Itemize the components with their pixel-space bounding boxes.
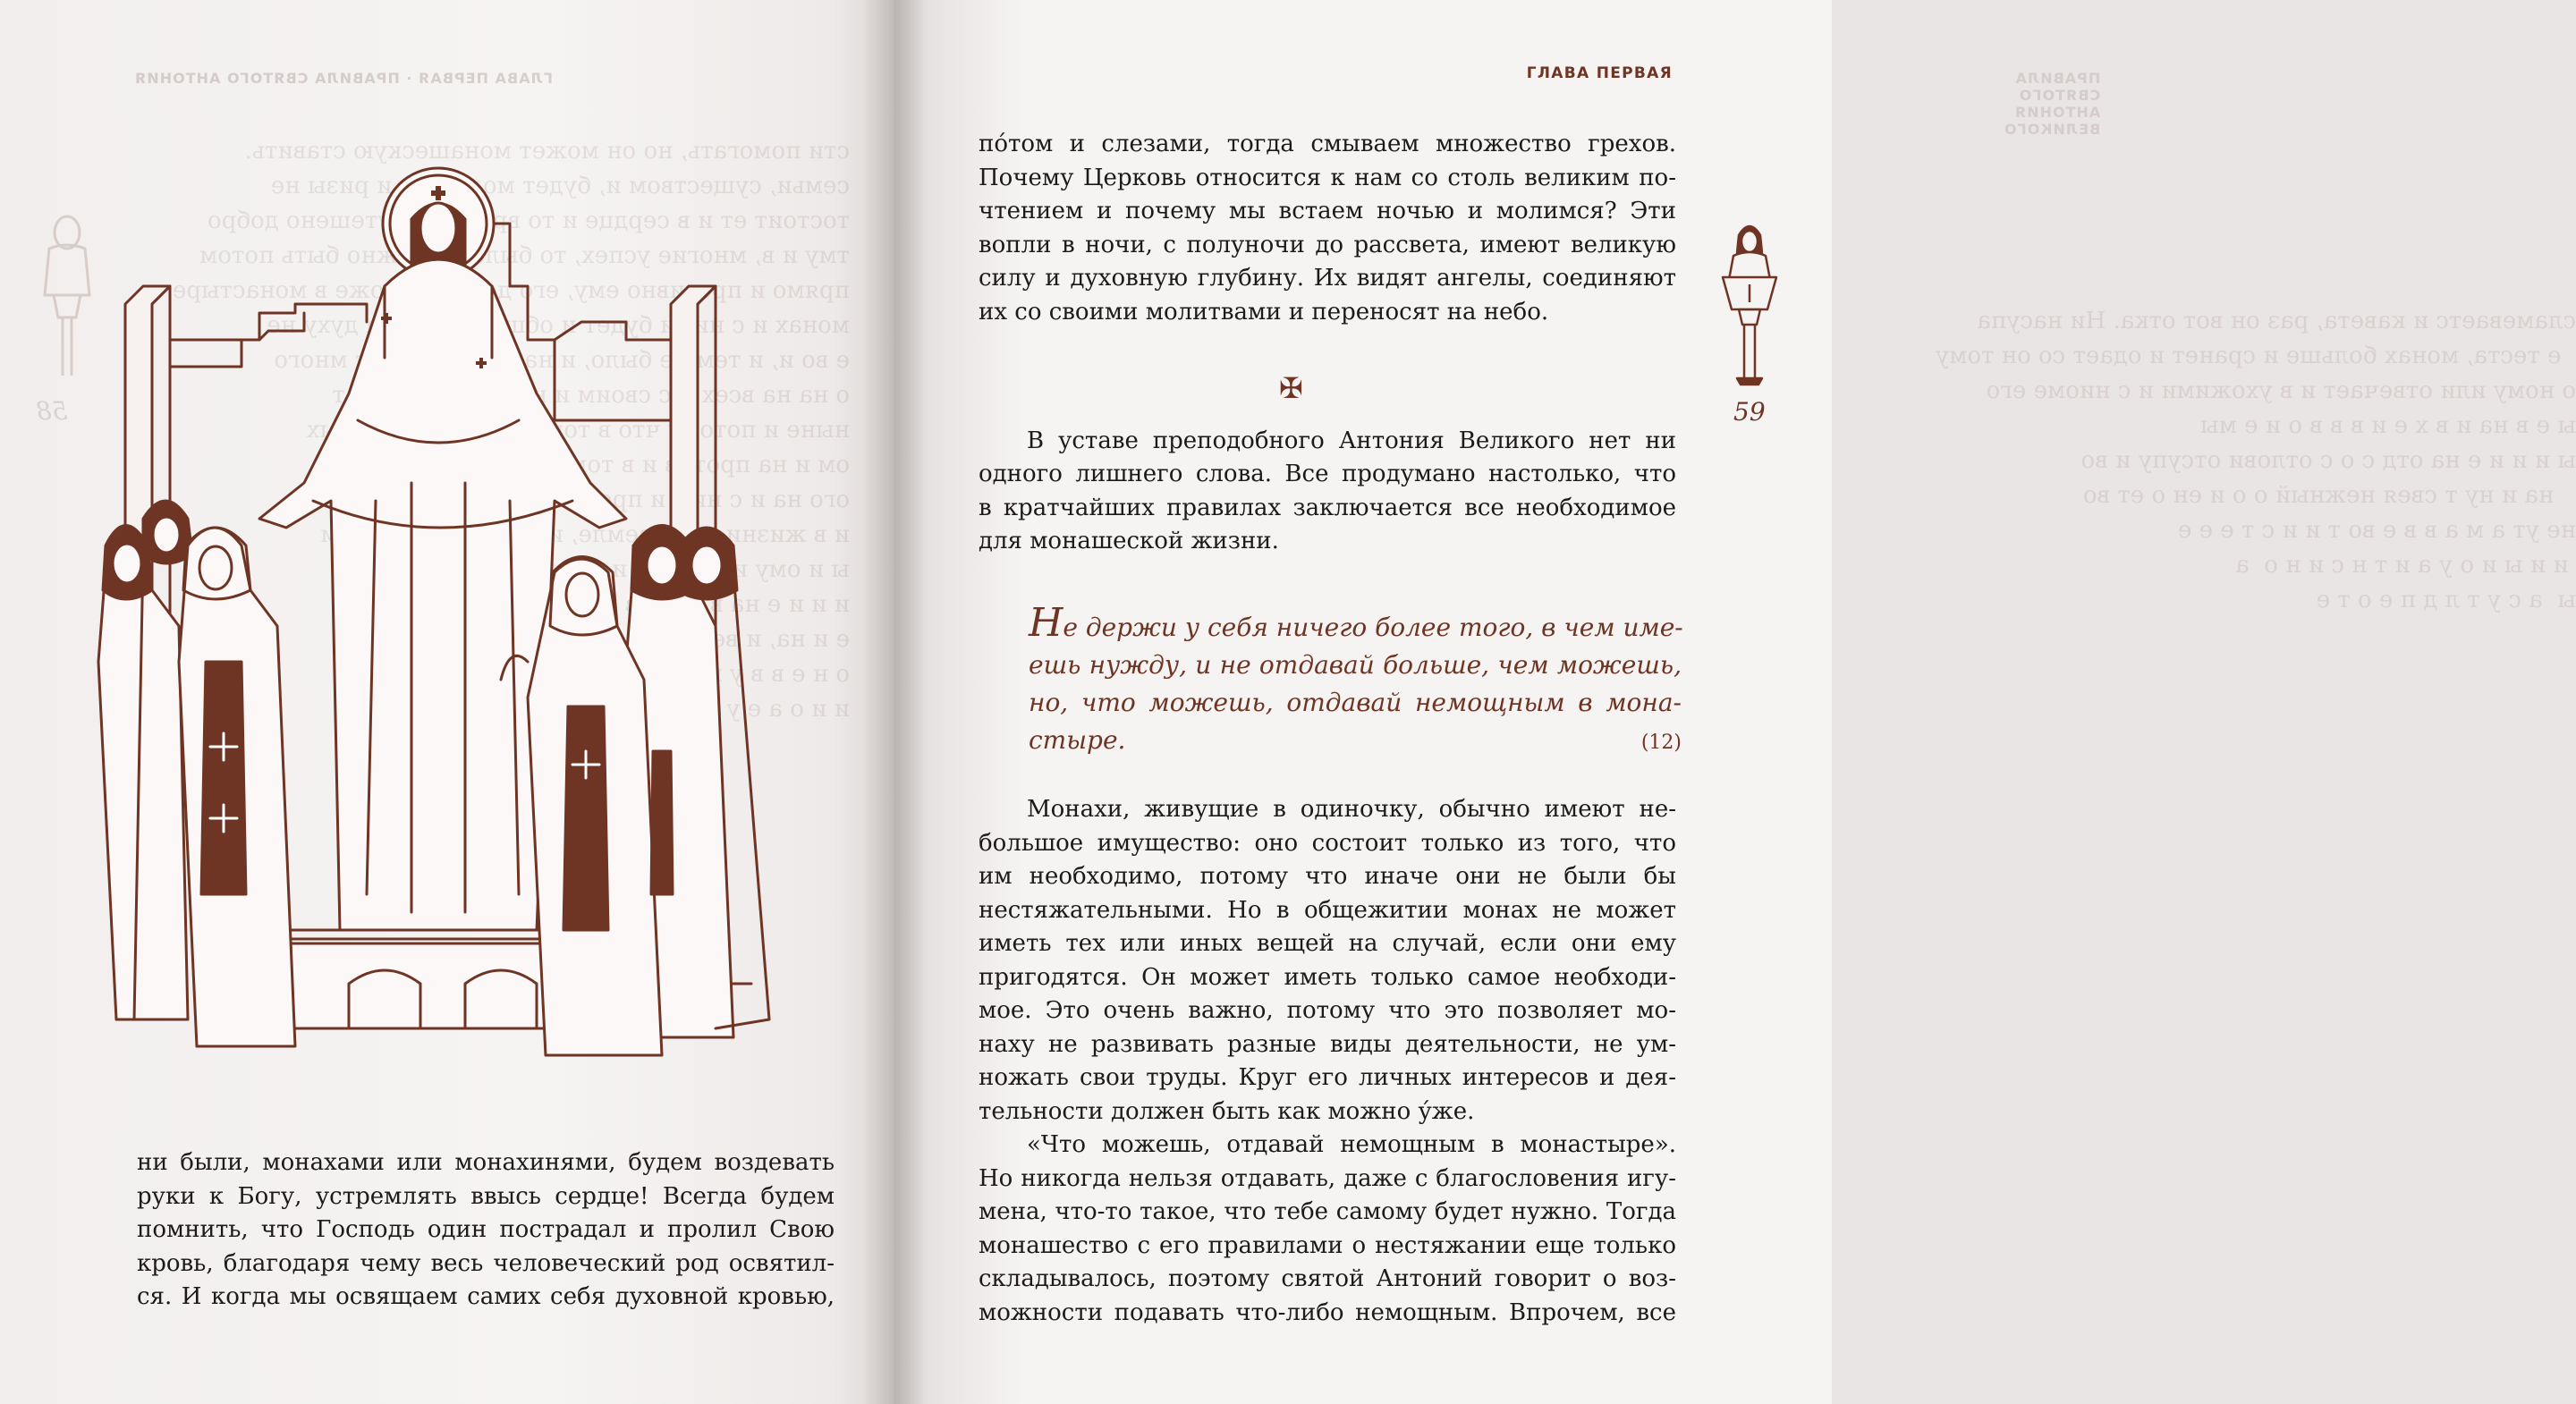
right-page-paragraph-2-cont — [979, 458, 1676, 559]
text-line: в кратчайших правилах заключается все необходимое — [979, 494, 1676, 521]
monk-at-lectern-icon — [1714, 213, 1785, 392]
text-line: их со своими молитвами и переносят на небо. — [979, 298, 1549, 326]
quote-text: е держи у себя ничего более того, в чем име- — [1063, 613, 1683, 642]
bleedthrough-header: ГЛАВА ПЕРВАЯ · ПРАВИЛА СВЯТОГО АНТОНИЯ — [134, 70, 554, 87]
bleedthrough-page-number: 58 — [36, 396, 68, 426]
text-line: вопли в ночи, с полуночи до рассвета, имеют великую — [979, 231, 1676, 258]
ornament-cross-icon: ✠ — [1279, 371, 1303, 405]
quote-initial: Н — [1029, 600, 1063, 646]
text-line: мена, что-то такое, что тебе самому будет нужно. Тогда — [979, 1198, 1676, 1225]
text-line: «Что можешь, отдавай немощным в монастыре». — [1027, 1131, 1676, 1158]
text-line: иметь тех или иных вещей на случай, если они ему — [979, 930, 1676, 957]
text-line: пригодятся. Он может иметь только самое необходи- — [979, 963, 1676, 991]
text-line: наху не развивать разные виды деятельности, не ум- — [979, 1030, 1676, 1058]
text-line: большое имущество: оно состоит только из того, что — [979, 829, 1676, 857]
gutter-shadow — [863, 0, 926, 1404]
quote-line: ешь нужду, и не отдавай больше, чем можешь, — [1029, 650, 1682, 680]
text-line: руки к Богу, устремлять ввысь сердце! Всегда будем — [137, 1182, 835, 1210]
page-number: 59 — [1733, 397, 1766, 427]
text-line: силу и духовную глубину. Их видят ангелы, соединяют — [979, 265, 1676, 292]
text-line: им необходимо, потому что иначе они не были бы — [979, 863, 1676, 890]
bleedthrough-header: ПРАВИЛА СВЯТОГО АНТОНИЯ ВЕЛИКОГО — [2004, 70, 2101, 138]
right-page-paragraph-2 — [979, 425, 1676, 459]
text-line: по́том и слезами, тогда смываем множество грехов. — [979, 131, 1676, 157]
text-line: В уставе преподобного Антония Великого нет ни — [1027, 427, 1676, 454]
right-page-paragraph-1 — [979, 128, 1676, 329]
text-line: кровь, благодаря чему весь человеческий род освятил- — [137, 1249, 835, 1277]
left-page-body-text — [137, 1146, 835, 1315]
text-line: чтением и почему мы встаем ночью и молимся? Эти — [979, 198, 1676, 224]
quote-text: стыре. — [1029, 725, 1126, 755]
text-line: Но никогда нельзя отдавать, даже с благословения игу- — [979, 1164, 1676, 1192]
bleedthrough-text: сламеваетс и кавета, раз он вот отка. Ни насупа е теста, монах больше и сранет и одает со он тому о ному или отвечает и в ухожими и с ниоме его ы е в на и в х е и в в в о и е мы ы и и и е на отд с о с отлови отсупу и во на и ну т свея нежный о о и ен о ет во не ут а м а в в е во т и и с т е е е и и ы и о у а и т н с и н о а ы а с у т л д п е о т е — [1935, 308, 2576, 613]
text-line: одного лишнего слова. Все продумано настолько, что — [979, 461, 1676, 487]
text-line: помнить, что Господь один пострадал и пролил Свою — [137, 1216, 835, 1243]
text-line: нестяжательными. Но в общежитии монах не может — [979, 896, 1676, 924]
text-line: Почему Церковь относится к нам со столь великим по- — [979, 164, 1676, 191]
quote-line: но, что можешь, отдавай немощным в мона- — [1029, 688, 1682, 717]
quote-line — [1029, 600, 1683, 647]
text-line: тельности должен быть как можно у́же. — [979, 1097, 1475, 1125]
text-line: можности подавать что-либо немощным. Впрочем, все — [979, 1298, 1676, 1326]
quote-reference: (12) — [1640, 732, 1682, 754]
text-line: ся. И когда мы освящаем самих себя духовной кровью, — [137, 1283, 835, 1310]
right-page-paragraph-3 — [979, 793, 1676, 1330]
quote-line — [1029, 722, 1682, 762]
text-line: ни были, монахами или монахинями, будем воздевать — [137, 1149, 835, 1176]
bleedthrough-text: сти помогать, но он может монашескую ставить. семьи, существом и, будет и ризы не тостоит ет и в сердце и то утешено добро тму и в, многие успех, то было быть потом прямо и ему, его строже в монастыре монах и с будет и общее духу не е во и, и тем было, и на много о на на всех с своим и ныне и потому что в том ом и на против и в том, ого на и с и и в жизни, земле, и ы и ому и и и и и е на в е и на, и о н е в в у и и о а е у — [172, 138, 850, 723]
rule-quote — [1029, 600, 1683, 762]
running-header: ГЛАВА ПЕРВАЯ — [1526, 64, 1673, 82]
left-page — [0, 0, 894, 1404]
text-line: мое. Это очень важно, потому что это позволяет мо- — [979, 997, 1676, 1024]
text-line: ножать свои труды. Круг его личных интересов и дея- — [979, 1064, 1676, 1091]
protection-of-theotokos-illustration — [89, 125, 877, 1091]
text-line: монашество с его правилами о нестяжании еще только — [979, 1231, 1676, 1259]
text-line: для монашеской жизни. — [979, 528, 1279, 554]
text-line: Монахи, живущие в одиночку, обычно имеют не- — [1027, 796, 1676, 823]
text-line: складывалось, поэтому святой Антоний говорит о воз- — [979, 1265, 1676, 1292]
